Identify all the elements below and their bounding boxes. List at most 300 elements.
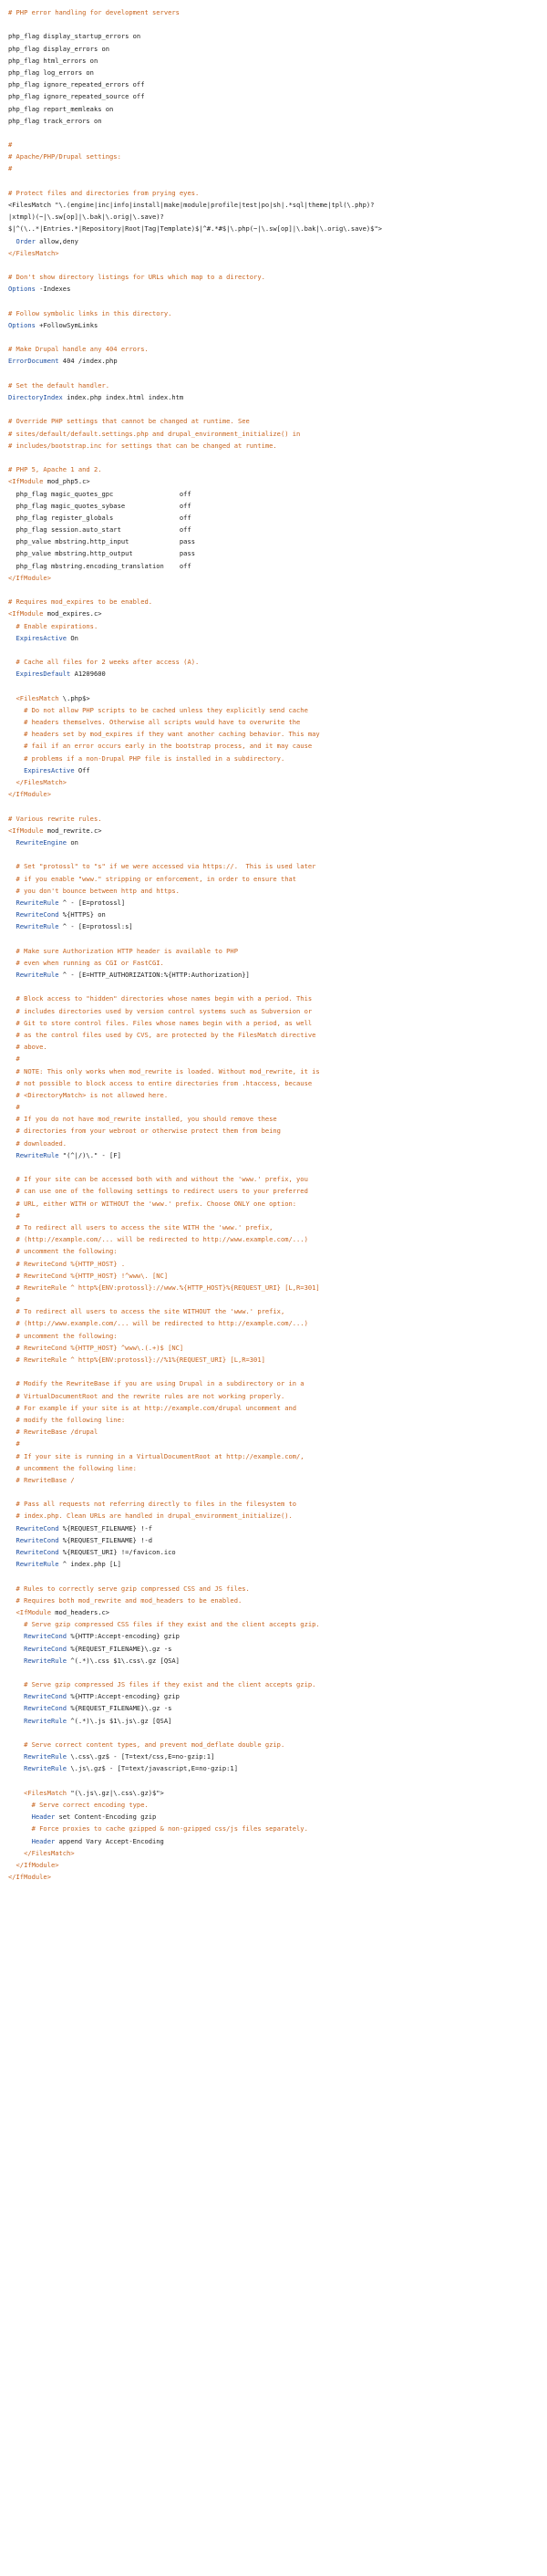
code-line	[8, 1005, 542, 1017]
comment-token: #	[8, 1054, 20, 1064]
blank-line	[8, 1775, 542, 1787]
text-token: %{HTTP:Accept-encoding} gzip	[67, 1692, 180, 1701]
comment-token: # Serve gzip compressed CSS files if they exist and the client accepts gzip.	[8, 1620, 320, 1629]
text-token: php_value mbstring.http_output pass	[8, 549, 195, 558]
code-line	[8, 67, 542, 78]
directive-token: RewriteCond	[8, 1692, 67, 1701]
code-line	[8, 90, 542, 102]
comment-token: # RewriteRule ^ http%{ENV:protossl}://www.%{HTTP_HOST}%{REQUEST_URI} [L,R=301]	[8, 1283, 320, 1292]
comment-token: # Serve correct content types, and prevent mod_deflate double gzip.	[8, 1740, 285, 1749]
comment-token: # RewriteBase /drupal	[8, 1428, 98, 1437]
comment-token: # you don't bounce between http and https.	[8, 886, 180, 895]
code-line	[8, 1426, 542, 1438]
code-line	[8, 1017, 542, 1029]
code-line	[8, 428, 542, 440]
comment-token: # Block access to "hidden" directories whose names begin with a period. This	[8, 994, 313, 1003]
text-token: %{REQUEST_FILENAME}\.gz -s	[67, 1704, 172, 1713]
code-line	[8, 1702, 542, 1714]
text-token: 404 /index.php	[58, 357, 118, 366]
code-line	[8, 1847, 542, 1859]
code-line	[8, 1390, 542, 1402]
comment-token: # directories from your webroot or otherwise protect them from being	[8, 1127, 281, 1136]
directive-token: RewriteRule	[8, 1716, 67, 1725]
directive-token: ExpiresActive	[8, 765, 75, 774]
blank-line	[8, 403, 542, 415]
code-line	[8, 1065, 542, 1077]
comment-token: # PHP 5, Apache 1 and 2.	[8, 465, 102, 474]
comment-token: # Requires mod_expires to be enabled.	[8, 597, 153, 607]
text-token: mod_php5.c>	[43, 477, 90, 486]
comment-token: #	[8, 140, 13, 150]
code-line	[8, 1643, 542, 1655]
comment-token: # uncomment the following:	[8, 1331, 118, 1340]
directive-token: RewriteCond	[8, 1632, 67, 1641]
code-line	[8, 813, 542, 825]
code-line	[8, 1282, 542, 1293]
comment-token: # (http://example.com/... will be redirected to http://www.example.com/...)	[8, 1235, 308, 1244]
text-token: +FollowSymLinks	[35, 320, 98, 329]
directive-token: RewriteCond	[8, 1535, 59, 1544]
directive-token: RewriteCond	[8, 1548, 59, 1556]
directive-token: RewriteCond	[8, 1704, 67, 1713]
directive-token: RewriteRule	[8, 971, 59, 979]
code-line	[8, 1233, 542, 1245]
code-line	[8, 1762, 542, 1774]
code-line	[8, 235, 542, 247]
text-token: <FilesMatch "\.(engine|inc|info|install|make|module|profile|test|po|sh|.*sql|theme|tpl(\.php)?	[8, 201, 375, 209]
comment-token: # downloaded.	[8, 1138, 67, 1148]
text-token: mod_expires.c>	[43, 609, 102, 618]
comment-token: # fail if an error occurs early in the bootstrap process, and it may cause	[8, 742, 313, 751]
text-token: append Vary Accept-Encoding	[55, 1836, 164, 1845]
blank-line	[8, 1570, 542, 1582]
directive-token: ErrorDocument	[8, 357, 59, 366]
code-line	[8, 1655, 542, 1667]
blank-line	[8, 848, 542, 860]
comment-token: # Set the default handler.	[8, 380, 110, 390]
code-line	[8, 535, 542, 547]
code-line	[8, 1101, 542, 1113]
comment-token: # RewriteCond %{HTTP_HOST} .	[8, 1259, 126, 1268]
text-token: mod_headers.c>	[50, 1607, 110, 1616]
text-token: set Content-Encoding gzip	[55, 1813, 157, 1822]
directive-token: RewriteCond	[8, 1523, 59, 1532]
comment-token: # RewriteCond %{HTTP_HOST} ^www\.(.+)$ [NC]	[8, 1343, 184, 1352]
code-line	[8, 355, 542, 367]
comment-token: # Protect files and directories from prying eyes.	[8, 188, 200, 197]
code-line	[8, 211, 542, 223]
code-line	[8, 873, 542, 885]
text-token: Off	[74, 765, 90, 774]
code-line	[8, 1498, 542, 1510]
code-line	[8, 1715, 542, 1727]
code-line	[8, 1871, 542, 1883]
code-line	[8, 1618, 542, 1630]
code-line	[8, 740, 542, 752]
text-token: %{REQUEST_FILENAME} !-d	[58, 1535, 153, 1544]
text-token: ^ - [E=HTTP_AUTHORIZATION:%{HTTP:Authorization}]	[58, 971, 250, 979]
code-line	[8, 1053, 542, 1065]
comment-token: # (http://www.example.com/... will be redirected to http://example.com/...)	[8, 1319, 308, 1328]
code-line	[8, 632, 542, 644]
code-line	[8, 825, 542, 836]
code-line	[8, 909, 542, 920]
code-line	[8, 1221, 542, 1233]
text-token: ^ - [E=protossl:s]	[58, 922, 133, 931]
code-line	[8, 488, 542, 500]
directive-token: RewriteRule	[8, 1764, 67, 1773]
comment-token: # uncomment the following line:	[8, 1463, 137, 1472]
code-line	[8, 1835, 542, 1847]
comment-token: #	[8, 1295, 20, 1304]
comment-token: <IfModule	[8, 826, 44, 835]
code-line	[8, 379, 542, 391]
code-line	[8, 30, 542, 42]
comment-token: # even when running as CGI or FastCGI.	[8, 958, 164, 967]
blank-line	[8, 1486, 542, 1498]
code-line	[8, 1354, 542, 1366]
comment-token: <IfModule	[8, 477, 44, 486]
code-line	[8, 1210, 542, 1221]
code-line	[8, 704, 542, 716]
comment-token: # Git to store control files. Files whose names begin with a period, as well	[8, 1018, 313, 1027]
text-token: php_flag report_memleaks on	[8, 104, 114, 113]
code-line	[8, 1546, 542, 1558]
directive-token: ExpiresDefault	[8, 670, 71, 679]
comment-token: # <DirectoryMatch> is not allowed here.	[8, 1090, 169, 1099]
code-line	[8, 753, 542, 764]
code-line	[8, 764, 542, 776]
code-line	[8, 463, 542, 475]
comment-token: # uncomment the following:	[8, 1247, 118, 1256]
comment-token: # Pass all requests not referring directly to files in the filesystem to	[8, 1500, 297, 1509]
code-line	[8, 860, 542, 872]
text-token: On	[67, 633, 78, 642]
comment-token: # Serve gzip compressed JS files if they exist and the client accepts gzip.	[8, 1680, 316, 1689]
code-line	[8, 776, 542, 788]
code-line	[8, 1029, 542, 1041]
code-line	[8, 1823, 542, 1834]
comment-token: # index.php. Clean URLs are handled in drupal_environment_initialize().	[8, 1511, 293, 1521]
text-token: ^ index.php [L]	[58, 1560, 121, 1569]
text-token: "(\.js\.gz|\.css\.gz)$">	[67, 1788, 164, 1797]
code-line	[8, 788, 542, 800]
blank-line	[8, 1667, 542, 1678]
comment-token: #	[8, 164, 13, 173]
code-line	[8, 440, 542, 452]
code-line	[8, 1474, 542, 1486]
comment-token: # Various rewrite rules.	[8, 814, 102, 823]
text-token: php_flag ignore_repeated_errors off	[8, 80, 145, 89]
code-line	[8, 343, 542, 355]
directive-token: Header	[8, 1813, 56, 1822]
comment-token: # RewriteBase /	[8, 1475, 75, 1484]
code-line	[8, 1317, 542, 1329]
comment-token: # above.	[8, 1043, 47, 1052]
text-token: php_flag log_errors on	[8, 68, 94, 77]
comment-token: # Apache/PHP/Drupal settings:	[8, 152, 121, 161]
comment-token: # To redirect all users to access the site WITHOUT the 'www.' prefix,	[8, 1307, 285, 1316]
code-line	[8, 6, 542, 18]
blank-line	[8, 331, 542, 343]
text-token: php_flag display_errors on	[8, 44, 110, 53]
code-line	[8, 1414, 542, 1426]
code-line	[8, 319, 542, 331]
comment-token: <IfModule	[8, 1607, 51, 1616]
text-token: php_flag track_errors on	[8, 116, 102, 125]
directive-token: RewriteRule	[8, 1150, 59, 1159]
code-line	[8, 1113, 542, 1125]
comment-token: # Set "protossl" to "s" if we were accessed via https://. This is used later	[8, 862, 316, 871]
code-line	[8, 1173, 542, 1185]
directive-token: RewriteCond	[8, 910, 59, 919]
comment-token: # If your site can be accessed both with and without the 'www.' prefix, you	[8, 1175, 308, 1184]
code-line	[8, 283, 542, 295]
text-token: %{HTTP:Accept-encoding} gzip	[67, 1632, 180, 1641]
comment-token: <FilesMatch	[8, 1788, 67, 1797]
code-line	[8, 1089, 542, 1101]
comment-token: # Serve correct encoding type.	[8, 1800, 149, 1809]
text-token: php_flag ignore_repeated_source off	[8, 92, 145, 101]
code-line	[8, 1185, 542, 1197]
comment-token: # Make sure Authorization HTTP header is available to PHP	[8, 946, 238, 955]
directive-token: Header	[8, 1836, 56, 1845]
text-token: on	[67, 837, 78, 847]
code-listing	[8, 6, 542, 1883]
code-line	[8, 1270, 542, 1282]
code-line	[8, 1534, 542, 1546]
code-line	[8, 199, 542, 211]
text-token: mod_rewrite.c>	[43, 826, 102, 835]
text-token: php_flag mbstring.encoding_translation off	[8, 561, 191, 570]
directive-token: Options	[8, 285, 36, 294]
directive-token: RewriteRule	[8, 1560, 59, 1569]
code-line	[8, 1739, 542, 1750]
comment-token: # RewriteCond %{HTTP_HOST} !^www\. [NC]	[8, 1271, 169, 1280]
blank-line	[8, 368, 542, 379]
code-line	[8, 1438, 542, 1449]
code-line	[8, 1258, 542, 1270]
code-line	[8, 162, 542, 174]
comment-token: # not possible to block access to entire directories from .htaccess, because	[8, 1078, 313, 1087]
comment-token: # modify the following line:	[8, 1415, 126, 1424]
directive-token: RewriteRule	[8, 898, 59, 907]
code-line	[8, 992, 542, 1004]
comment-token: </FilesMatch>	[8, 248, 59, 257]
comment-token: # Requires both mod_rewrite and mod_headers to be enabled.	[8, 1595, 243, 1605]
code-line	[8, 1583, 542, 1594]
blank-line	[8, 800, 542, 812]
blank-line	[8, 259, 542, 271]
comment-token: #	[8, 1103, 20, 1112]
code-line	[8, 1342, 542, 1354]
code-line	[8, 728, 542, 740]
code-line	[8, 560, 542, 572]
code-line	[8, 668, 542, 680]
code-line	[8, 1811, 542, 1823]
comment-token: #	[8, 1210, 20, 1220]
code-line	[8, 897, 542, 909]
code-line	[8, 885, 542, 897]
code-line	[8, 1558, 542, 1570]
comment-token: # problems if a non-Drupal PHP file is installed in a subdirectory.	[8, 753, 285, 763]
blank-line	[8, 127, 542, 139]
code-line	[8, 572, 542, 584]
code-line	[8, 391, 542, 403]
code-line	[8, 1198, 542, 1210]
code-line	[8, 1245, 542, 1257]
code-line	[8, 1799, 542, 1811]
directive-token: RewriteRule	[8, 1656, 67, 1665]
blank-line	[8, 1727, 542, 1739]
comment-token: # Don't show directory listings for URLs which map to a directory.	[8, 273, 265, 282]
comment-token: <IfModule	[8, 609, 44, 618]
comment-token: </FilesMatch>	[8, 778, 67, 786]
directive-token: DirectoryIndex	[8, 393, 63, 401]
comment-token: # To redirect all users to access the site WITH the 'www.' prefix,	[8, 1222, 274, 1231]
comment-token: # can use one of the following settings to redirect users to your preferred	[8, 1187, 308, 1196]
code-line	[8, 524, 542, 535]
text-token: $|^(\..*|Entries.*|Repository|Root|Tag|Template)$|^#.*#$|\.php(~|\.sw[op]|\.bak|\.orig\.save)$">	[8, 224, 382, 234]
text-token: ^ - [E=protossl]	[58, 898, 126, 907]
comment-token: # NOTE: This only works when mod_rewrite is loaded. Without mod_rewrite, it is	[8, 1066, 320, 1075]
code-line	[8, 1330, 542, 1342]
code-line	[8, 1077, 542, 1089]
comment-token: </IfModule>	[8, 1860, 59, 1869]
code-line	[8, 1149, 542, 1161]
directive-token: Options	[8, 320, 36, 329]
blank-line	[8, 18, 542, 30]
code-line	[8, 547, 542, 559]
directive-token: RewriteRule	[8, 1752, 67, 1761]
blank-line	[8, 452, 542, 463]
comment-token: # as the control files used by CVS, are protected by the FilesMatch directive	[8, 1030, 316, 1039]
text-token: A1209600	[70, 670, 106, 679]
comment-token: # Make Drupal handle any 404 errors.	[8, 345, 149, 354]
code-line	[8, 1690, 542, 1702]
comment-token: # Cache all files for 2 weeks after access (A).	[8, 658, 200, 667]
code-line	[8, 1630, 542, 1642]
blank-line	[8, 296, 542, 307]
text-token: \.js\.gz$ - [T=text/javascript,E=no-gzip:1]	[67, 1764, 238, 1773]
comment-token: # Force proxies to cache gzipped & non-gzipped css/js files separately.	[8, 1824, 308, 1833]
blank-line	[8, 1161, 542, 1173]
text-token: -Indexes	[35, 285, 71, 294]
comment-token: </IfModule>	[8, 1873, 51, 1882]
text-token: ^(.*)\.js $1\.js\.gz [QSA]	[67, 1716, 172, 1725]
code-line	[8, 716, 542, 728]
code-line	[8, 1859, 542, 1871]
code-line	[8, 55, 542, 67]
code-line	[8, 1450, 542, 1462]
comment-token: # URL, either WITH or WITHOUT the 'www.' prefix. Choose ONLY one option:	[8, 1199, 297, 1208]
comment-token: # Rules to correctly serve gzip compressed CSS and JS files.	[8, 1584, 250, 1593]
text-token: php_value mbstring.http_input pass	[8, 537, 195, 546]
text-token: %{REQUEST_FILENAME} !-f	[58, 1523, 153, 1532]
comment-token: # For example if your site is at http://example.com/drupal uncomment and	[8, 1403, 297, 1412]
comment-token: # If you do not have mod_rewrite installed, you should remove these	[8, 1115, 277, 1124]
directive-token: Order	[8, 236, 36, 245]
comment-token: # Enable expirations.	[8, 621, 98, 630]
code-line	[8, 1125, 542, 1137]
blank-line	[8, 932, 542, 944]
comment-token: # Do not allow PHP scripts to be cached unless they explicitly send cache	[8, 705, 308, 714]
code-line	[8, 1606, 542, 1618]
text-token: php_flag magic_quotes_gpc off	[8, 489, 191, 498]
code-line	[8, 692, 542, 704]
text-token: php_flag html_errors on	[8, 56, 98, 65]
text-token: php_flag magic_quotes_sybase off	[8, 501, 191, 510]
code-line	[8, 620, 542, 632]
text-token: %{HTTPS} on	[58, 910, 106, 919]
directive-token: RewriteRule	[8, 922, 59, 931]
code-line	[8, 512, 542, 524]
text-token: php_flag display_startup_errors on	[8, 32, 141, 41]
code-line	[8, 969, 542, 981]
code-line	[8, 247, 542, 259]
code-line	[8, 1402, 542, 1414]
code-line	[8, 1787, 542, 1799]
text-token: php_flag session.auto_start off	[8, 525, 191, 535]
code-line	[8, 1750, 542, 1762]
text-token: index.php index.html index.htm	[62, 393, 184, 401]
blank-line	[8, 584, 542, 596]
code-line	[8, 1678, 542, 1690]
blank-line	[8, 981, 542, 992]
comment-token: # includes directories used by version control systems such as Subversion or	[8, 1006, 313, 1015]
text-token: "(^|/)\." - [F]	[58, 1150, 121, 1159]
text-token: php_flag register_globals off	[8, 513, 191, 522]
code-line	[8, 115, 542, 127]
code-line	[8, 307, 542, 319]
text-token: |xtmpl)(~|\.sw[op]|\.bak|\.orig|\.save)?	[8, 213, 164, 222]
code-line	[8, 500, 542, 512]
code-line	[8, 1522, 542, 1534]
comment-token: </FilesMatch>	[8, 1848, 75, 1857]
code-line	[8, 187, 542, 199]
code-line	[8, 223, 542, 234]
comment-token: # Modify the RewriteBase if you are using Drupal in a subdirectory or in a	[8, 1379, 304, 1388]
comment-token: # includes/bootstrap.inc for settings that can be changed at runtime.	[8, 441, 277, 450]
code-line	[8, 103, 542, 115]
text-token: %{REQUEST_URI} !=/favicon.ico	[58, 1548, 176, 1556]
code-line	[8, 1510, 542, 1522]
comment-token: # if you enable "www." stripping or enforcement, in order to ensure that	[8, 874, 297, 883]
comment-token: # Follow symbolic links in this directory.	[8, 308, 172, 317]
comment-token: <FilesMatch	[8, 693, 59, 702]
comment-token: # If your site is running in a VirtualDocumentRoot at http://example.com/,	[8, 1451, 304, 1460]
code-line	[8, 1594, 542, 1606]
blank-line	[8, 175, 542, 187]
code-line	[8, 957, 542, 969]
code-line	[8, 43, 542, 55]
comment-token: # PHP error handling for development servers	[8, 8, 180, 16]
code-line	[8, 78, 542, 90]
code-line	[8, 475, 542, 487]
text-token: ^(.*)\.css $1\.css\.gz [QSA]	[67, 1656, 180, 1665]
comment-token: </IfModule>	[8, 790, 51, 799]
code-line	[8, 920, 542, 932]
code-line	[8, 596, 542, 608]
text-token: \.css\.gz$ - [T=text/css,E=no-gzip:1]	[67, 1752, 215, 1761]
comment-token: </IfModule>	[8, 573, 51, 582]
comment-token: # RewriteRule ^ http%{ENV:protossl}://%1%{REQUEST_URI} [L,R=301]	[8, 1356, 265, 1364]
comment-token: #	[8, 1439, 20, 1449]
blank-line	[8, 644, 542, 656]
code-line	[8, 139, 542, 151]
code-line	[8, 151, 542, 162]
blank-line	[8, 1366, 542, 1377]
